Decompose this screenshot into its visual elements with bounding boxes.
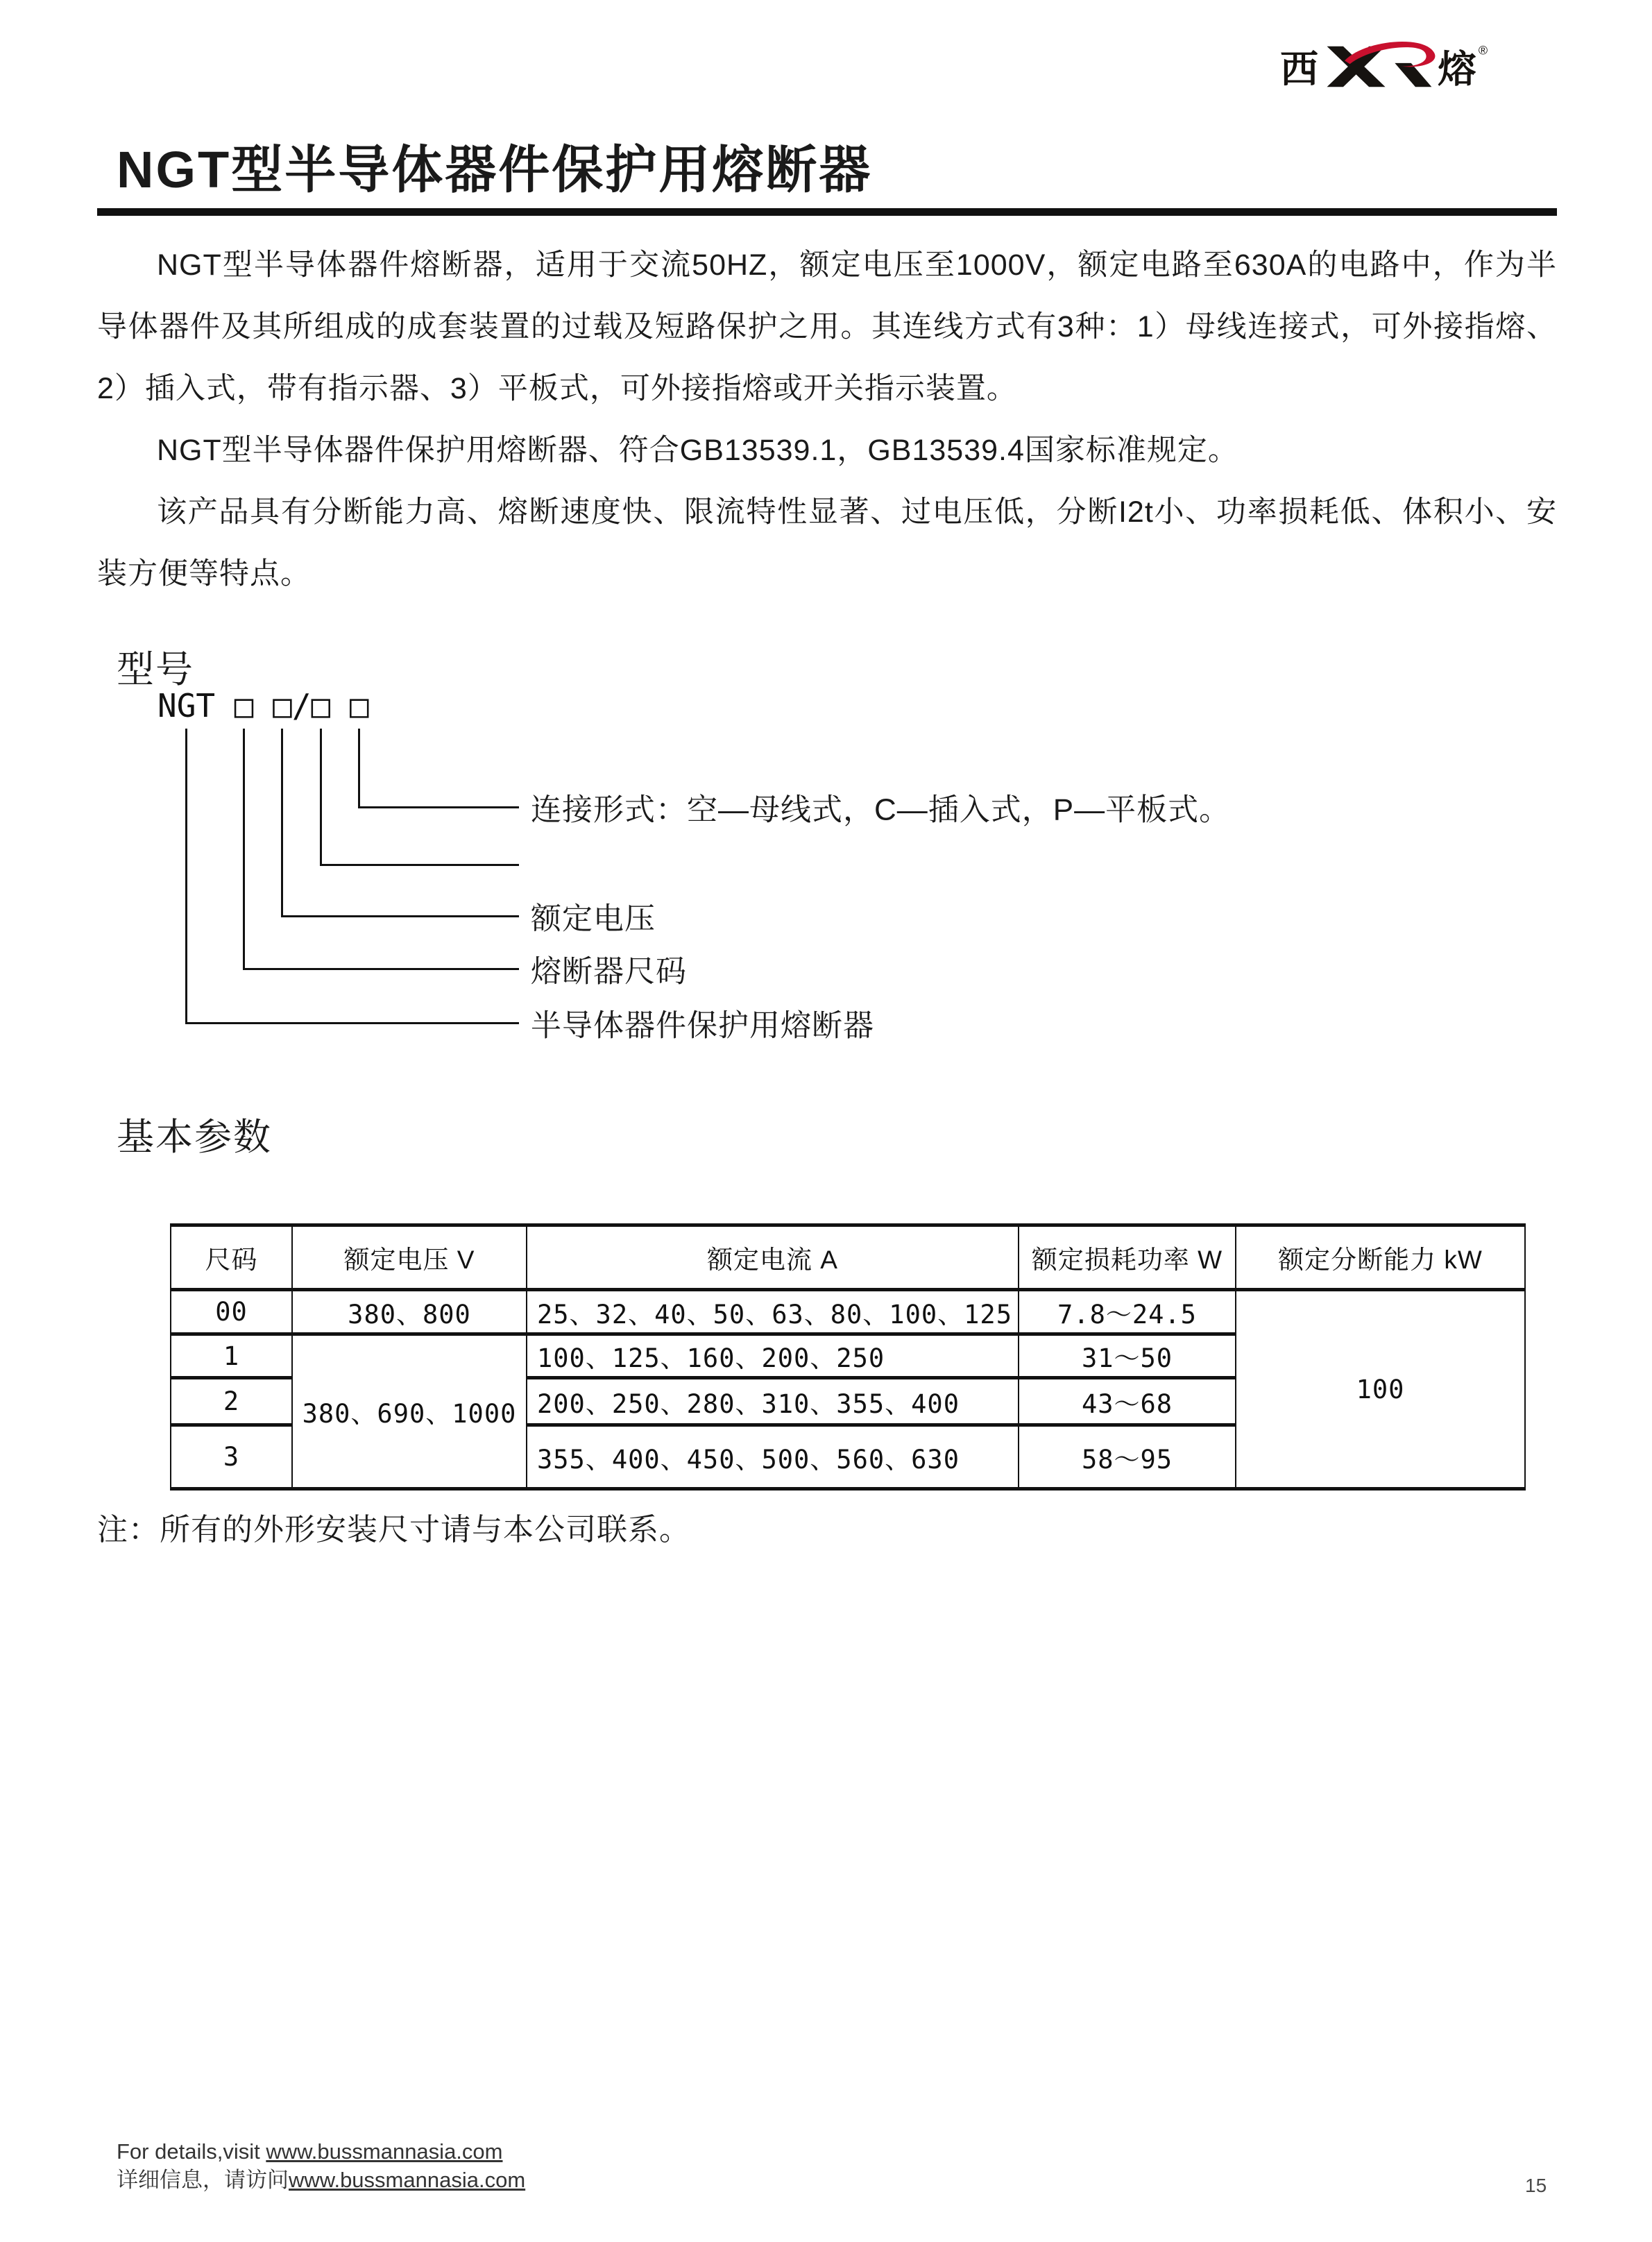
cell-current-00: 25、32、40、50、63、80、100、125 <box>527 1290 1019 1334</box>
col-header-size: 尺码 <box>171 1225 292 1290</box>
registered-mark: ® <box>1478 43 1488 58</box>
params-section-heading: 基本参数 <box>117 1116 272 1158</box>
cell-power-1: 31～50 <box>1019 1334 1236 1378</box>
cell-current-2: 200、250、280、310、355、400 <box>527 1378 1019 1425</box>
cell-power-00: 7.8～24.5 <box>1019 1290 1236 1334</box>
footer-url-en[interactable]: www.bussmannasia.com <box>266 2139 503 2164</box>
table-note: 注：所有的外形安装尺寸请与本公司联系。 <box>97 1513 690 1547</box>
model-section-heading: 型号 <box>117 649 194 690</box>
cell-power-3: 58～95 <box>1019 1425 1236 1489</box>
brand-logo <box>1280 39 1495 94</box>
model-connector-line-form <box>358 729 519 808</box>
footer-en-prefix: For details,visit <box>117 2139 266 2164</box>
col-header-power: 额定损耗功率 W <box>1019 1225 1236 1290</box>
cell-size-1: 1 <box>171 1334 292 1378</box>
footer-line-zh <box>117 2166 525 2194</box>
cell-breaking-capacity: 100 <box>1236 1290 1525 1489</box>
cell-power-2: 43～68 <box>1019 1378 1236 1425</box>
model-label-fuse-size: 熔断器尺码 <box>531 954 687 989</box>
intro-paragraph-1: NGT型半导体器件熔断器，适用于交流50HZ，额定电压至1000V，额定电路至630A的电路中，作为半导体器件及其所组成的成套装置的过载及短路保护之用。其连线方式有3种：1）母线连接式，可外接指熔、2）插入式，带有指示器、3）平板式，可外接指熔或开关指示装置。 <box>97 248 1557 405</box>
intro-paragraph-2: NGT型半导体器件保护用熔断器、符合GB13539.1，GB13539.4国家标准规定。 <box>157 434 1238 467</box>
logo-xi-glyph: 西 <box>1280 47 1319 91</box>
footer-zh-prefix: 详细信息，请访问 <box>117 2168 289 2192</box>
cell-voltage-merged: 380、690、1000 <box>292 1334 527 1489</box>
title-rule <box>97 208 1557 216</box>
footer <box>117 2137 525 2194</box>
col-header-breaking: 额定分断能力 kW <box>1236 1225 1525 1290</box>
cell-size-3: 3 <box>171 1425 292 1489</box>
col-header-current: 额定电流 A <box>527 1225 1019 1290</box>
cell-size-00: 00 <box>171 1290 292 1334</box>
page-title: NGT型半导体器件保护用熔断器 <box>117 141 873 198</box>
footer-line-en <box>117 2137 525 2166</box>
logo-rong-glyph: 熔 <box>1438 47 1476 91</box>
logo-xr-icon <box>1327 42 1436 87</box>
cell-size-2: 2 <box>171 1378 292 1425</box>
table-row <box>171 1290 1525 1334</box>
page-number: 15 <box>1525 2175 1547 2196</box>
cell-current-1: 100、125、160、200、250 <box>527 1334 1019 1378</box>
basic-parameters-table <box>170 1223 1526 1491</box>
model-designation-string: NGT □ □/□ □ <box>157 687 369 724</box>
model-label-connection-form: 连接形式：空—母线式，C—插入式，P—平板式。 <box>531 792 1231 827</box>
col-header-voltage: 额定电压 V <box>292 1225 527 1290</box>
model-label-fuse-family: 半导体器件保护用熔断器 <box>531 1008 874 1043</box>
intro-paragraph-3: 该产品具有分断能力高、熔断速度快、限流特性显著、过电压低，分断I2t小、功率损耗低、体积小、安装方便等特点。 <box>97 495 1557 591</box>
table-header-row <box>171 1225 1525 1290</box>
intro-text <box>97 235 1557 605</box>
cell-current-3: 355、400、450、500、560、630 <box>527 1425 1019 1489</box>
model-label-rated-voltage: 额定电压 <box>531 901 656 936</box>
footer-url-zh[interactable]: www.bussmannasia.com <box>289 2168 526 2192</box>
cell-voltage-00: 380、800 <box>292 1290 527 1334</box>
